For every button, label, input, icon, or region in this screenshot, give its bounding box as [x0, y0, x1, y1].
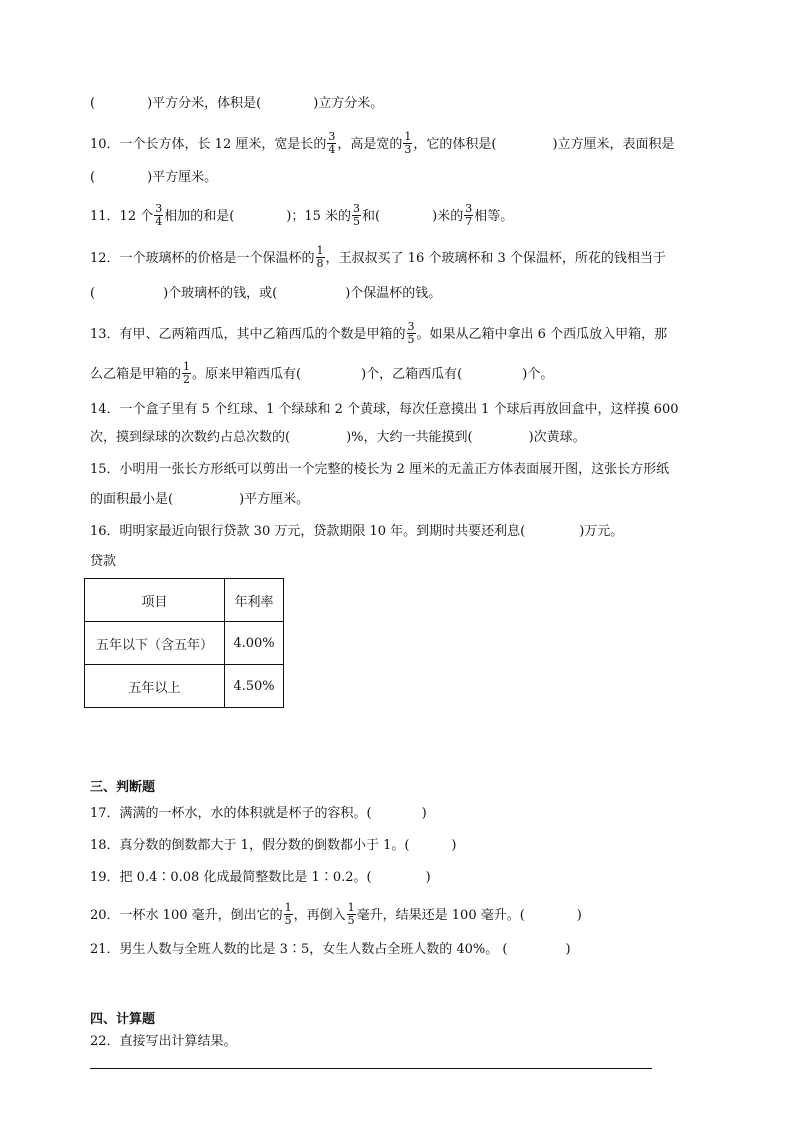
loan-label: 贷款 — [90, 554, 117, 569]
table-cell: 4.50% — [225, 665, 284, 708]
q9-continuation: ( )平方分米，体积是( )立方分米。 — [90, 96, 384, 111]
question-14: 14．一个盒子里有 5 个红球、1 个绿球和 2 个黄球，每次任意摸出 1 个球后再放回盒中，这样摸 600 — [90, 402, 679, 417]
question-10-line2: ( )平方厘米。 — [90, 170, 218, 185]
question-13-line2: 么乙箱是甲箱的 $\frac{1}{2}$ 。原来甲箱西瓜有( )个，乙箱西瓜有( )个。 — [90, 360, 554, 386]
question-18: 18．真分数的倒数都大于 1，假分数的倒数都小于 1。( ) — [90, 838, 457, 853]
question-16: 16．明明家最近向银行贷款 30 万元，贷款期限 10 年。到期时共要还利息( )万元。 — [90, 524, 624, 539]
loan-rate-table — [84, 578, 284, 708]
question-11: 11．12 个 $\frac{3}{4}$ 相加的和是( )；15 米的 $\frac{3}{5}$ 和( )米的 $\frac{3}{7}$ 相等。 — [90, 202, 514, 228]
fraction: $\frac{3}{4}$ — [155, 202, 163, 228]
question-17: 17．满满的一杯水，水的体积就是杯子的容积。( ) — [90, 806, 427, 821]
table-header-row — [85, 579, 284, 622]
question-10: 10．一个长方体，长 12 厘米，宽是长的 $\frac{3}{4}$ ，高是宽的 $\frac{1}{3}$ ，它的体积是( )立方厘米，表面积是 — [90, 130, 675, 156]
question-15-line2: 的面积最小是( )平方厘米。 — [90, 492, 310, 507]
section-3-title: 三、判断题 — [90, 780, 156, 795]
table-row — [85, 622, 284, 665]
fraction: $\frac{1}{5}$ — [347, 901, 355, 927]
question-19: 19．把 0.4∶0.08 化成最简整数比是 1∶0.2。( ) — [90, 870, 431, 885]
table-cell: 五年以下（含五年） — [85, 622, 225, 665]
fraction: $\frac{3}{5}$ — [407, 320, 415, 346]
question-20: 20．一杯水 100 毫升，倒出它的 $\frac{1}{5}$ ，再倒入 $\frac{1}{5}$ 毫升，结果还是 100 毫升。( ) — [90, 901, 582, 927]
table-header: 年利率 — [225, 579, 284, 622]
fraction: $\frac{3}{4}$ — [328, 130, 336, 156]
question-22: 22．直接写出计算结果。 — [90, 1034, 237, 1049]
question-12-line2: ( )个玻璃杯的钱，或( )个保温杯的钱。 — [90, 286, 442, 301]
table-row — [85, 665, 284, 708]
question-15: 15．小明用一张长方形纸可以剪出一个完整的棱长为 2 厘米的无盖正方体表面展开图，这张长方形纸 — [90, 462, 670, 477]
divider — [90, 1068, 652, 1069]
question-21: 21．男生人数与全班人数的比是 3∶5，女生人数占全班人数的 40%。 ( ) — [90, 942, 571, 957]
fraction: $\frac{1}{8}$ — [316, 244, 324, 270]
question-14-line2: 次，摸到绿球的次数约占总次数的( )%，大约一共能摸到( )次黄球。 — [90, 430, 586, 445]
fraction: $\frac{1}{5}$ — [284, 901, 292, 927]
section-4-title: 四、计算题 — [90, 1012, 156, 1027]
fraction: $\frac{3}{5}$ — [353, 202, 361, 228]
fraction: $\frac{1}{3}$ — [404, 130, 412, 156]
table-cell: 五年以上 — [85, 665, 225, 708]
table-cell: 4.00% — [225, 622, 284, 665]
question-13: 13．有甲、乙两箱西瓜，其中乙箱西瓜的个数是甲箱的 $\frac{3}{5}$ 。如果从乙箱中拿出 6 个西瓜放入甲箱，那 — [90, 320, 668, 346]
question-12: 12．一个玻璃杯的价格是一个保温杯的 $\frac{1}{8}$ ，王叔叔买了 16 个玻璃杯和 3 个保温杯，所花的钱相当于 — [90, 244, 666, 270]
table-header: 项目 — [85, 579, 225, 622]
fraction: $\frac{3}{7}$ — [465, 202, 473, 228]
fraction: $\frac{1}{2}$ — [183, 360, 191, 386]
